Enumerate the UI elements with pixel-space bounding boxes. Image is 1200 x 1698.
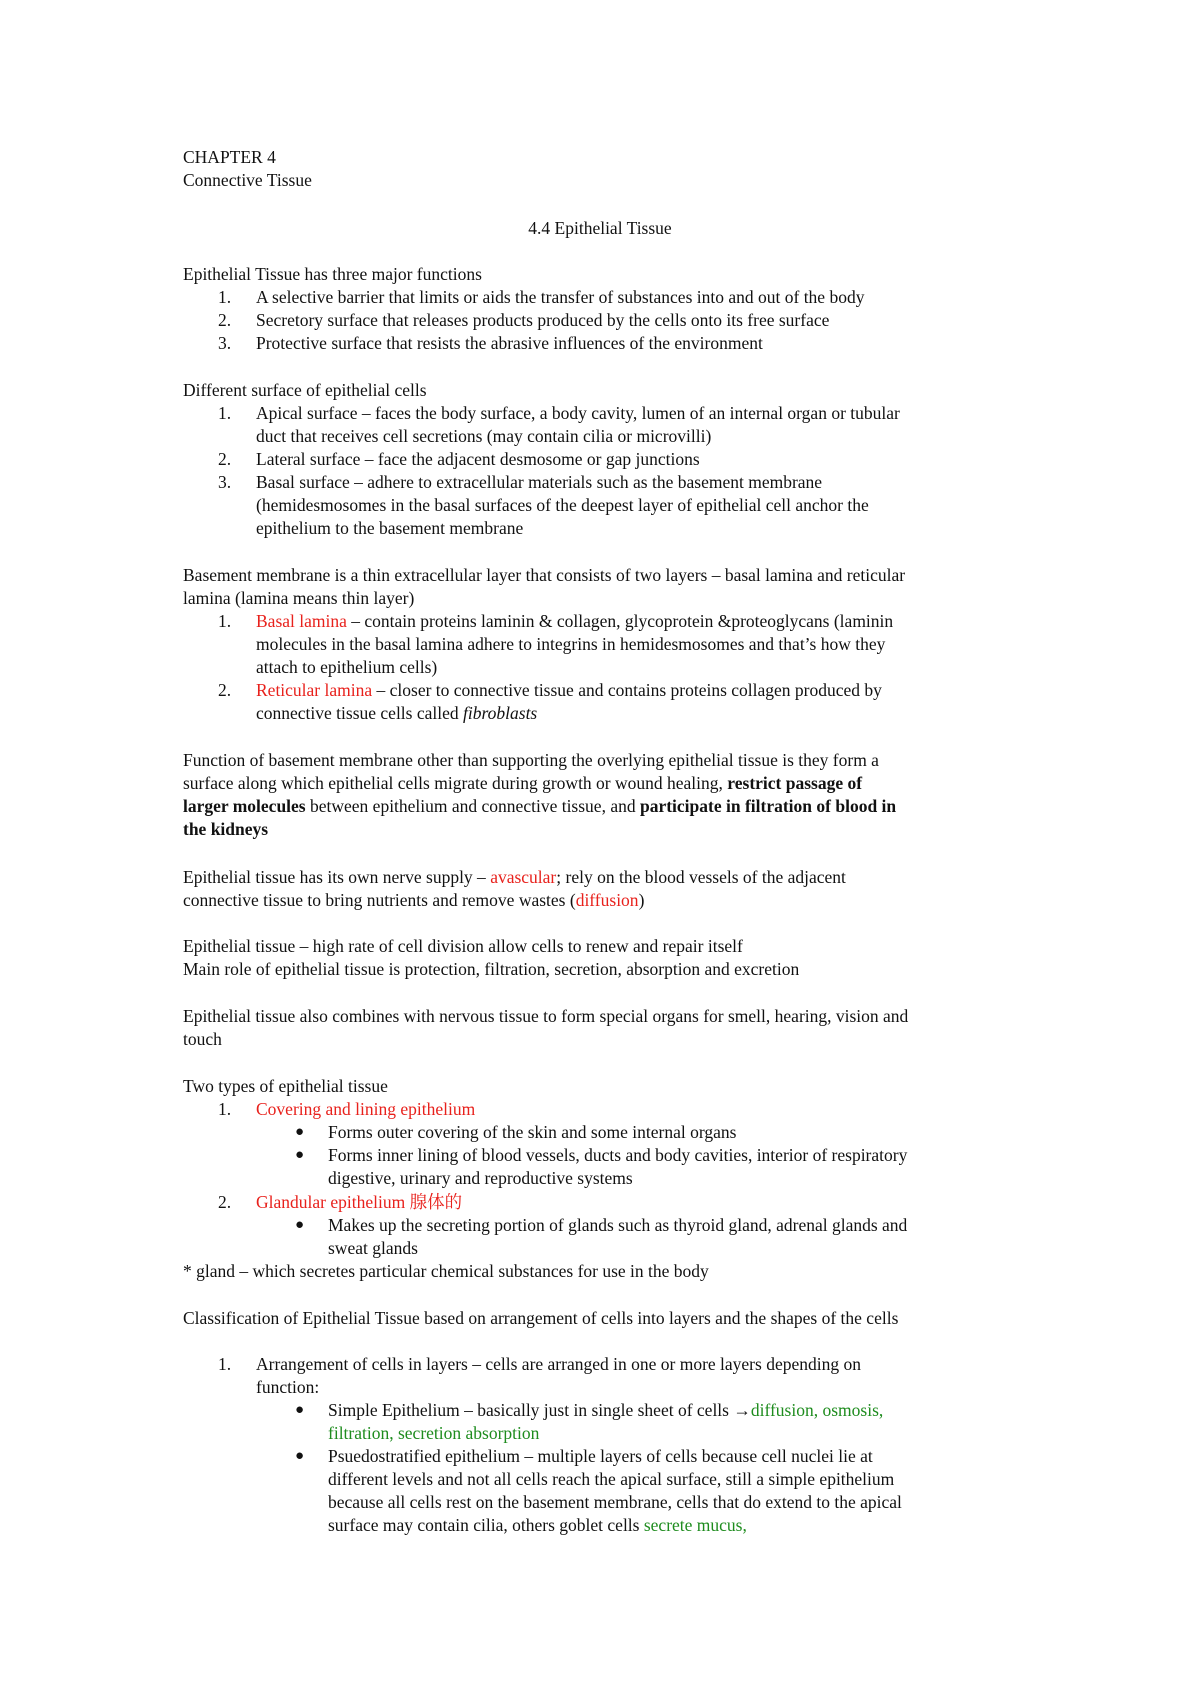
paragraph-line: Function of basement membrane other than supporting the overlying epithelial tissue is they form a — [183, 750, 879, 770]
arrow-icon: → — [733, 1400, 751, 1420]
bullet-item-continuation: different levels and not all cells reach the apical surface, still a simple epithelium — [328, 1469, 895, 1489]
list-item: Secretory surface that releases products produced by the cells onto its free surface — [256, 310, 830, 330]
bullet-item-continuation — [328, 1514, 747, 1536]
list-item-continuation: attach to epithelium cells) — [256, 657, 438, 677]
list-item: Basal surface – adhere to extracellular materials such as the basement membrane — [256, 472, 823, 492]
bullet-item — [328, 1399, 883, 1421]
list-number: 3. — [218, 333, 232, 353]
list-number: 2. — [218, 449, 232, 469]
bullet-item-continuation: sweat glands — [328, 1238, 418, 1258]
gland-note: * gland – which secretes particular chemical substances for use in the body — [183, 1261, 709, 1281]
paragraph-line — [183, 818, 268, 840]
chapter-heading: CHAPTER 4 — [183, 147, 276, 167]
list-number: 1. — [218, 403, 232, 423]
list-item: A selective barrier that limits or aids the transfer of substances into and out of the body — [256, 287, 865, 307]
paragraph-line: Epithelial tissue – high rate of cell division allow cells to renew and repair itself — [183, 936, 743, 956]
paragraph-text: connective tissue to bring nutrients and remove wastes ( — [183, 890, 576, 910]
list-number: 1. — [218, 611, 232, 631]
functions-intro: Epithelial Tissue has three major functions — [183, 264, 482, 284]
covering-epithelium-term: Covering and lining epithelium — [256, 1099, 476, 1119]
list-number: 2. — [218, 1192, 232, 1212]
bullet-text: Simple Epithelium – basically just in single sheet of cells — [328, 1400, 734, 1420]
list-item-continuation: duct that receives cell secretions (may contain cilia or microvilli) — [256, 426, 712, 446]
glandular-epithelium-term: Glandular epithelium 腺体的 — [256, 1192, 463, 1212]
surfaces-intro: Different surface of epithelial cells — [183, 380, 427, 400]
list-item: Arrangement of cells in layers – cells are arranged in one or more layers depending on — [256, 1354, 861, 1374]
list-item-continuation: molecules in the basal lamina adhere to integrins in hemidesmosomes and that’s how they — [256, 634, 886, 654]
bullet-item-continuation: because all cells rest on the basement membrane, cells that do extend to the apical — [328, 1492, 902, 1512]
bullet-item: Forms outer covering of the skin and some internal organs — [328, 1122, 737, 1142]
bullet-item: Psuedostratified epithelium – multiple layers of cells because cell nuclei lie at — [328, 1446, 873, 1466]
bullet-icon: ● — [295, 1147, 305, 1163]
paragraph-text: surface along which epithelial cells migrate during growth or wound healing, — [183, 773, 728, 793]
paragraph-line: Main role of epithelial tissue is protection, filtration, secretion, absorption and excretion — [183, 959, 800, 979]
bullet-text: surface may contain cilia, others goblet cells — [328, 1515, 644, 1535]
list-item: Lateral surface – face the adjacent desmosome or gap junctions — [256, 449, 700, 469]
list-item-text: connective tissue cells called — [256, 703, 464, 723]
bullet-icon: ● — [295, 1124, 305, 1140]
paragraph-text: ; rely on the blood vessels of the adjacent — [556, 867, 846, 887]
list-number: 2. — [218, 310, 232, 330]
avascular-term: avascular — [490, 867, 557, 887]
secrete-mucus-text: secrete mucus, — [643, 1515, 747, 1535]
paragraph-text: ) — [638, 890, 645, 910]
list-item: Protective surface that resists the abrasive influences of the environment — [256, 333, 763, 353]
paragraph-line: lamina (lamina means thin layer) — [183, 588, 415, 608]
simple-functions-text: diffusion, osmosis, — [750, 1400, 884, 1420]
bold-phrase: larger molecules — [183, 796, 306, 816]
list-item — [256, 610, 893, 632]
list-number: 1. — [218, 1354, 232, 1374]
list-item-text: – closer to connective tissue and contains proteins collagen produced by — [372, 680, 882, 700]
paragraph-line — [183, 889, 644, 911]
chapter-subtitle: Connective Tissue — [183, 170, 312, 190]
bullet-item: Makes up the secreting portion of glands such as thyroid gland, adrenal glands and — [328, 1215, 908, 1235]
diffusion-term: diffusion — [575, 890, 639, 910]
list-item: Apical surface – faces the body surface, a body cavity, lumen of an internal organ or tubular — [256, 403, 900, 423]
classification-intro: Classification of Epithelial Tissue based on arrangement of cells into layers and the shapes of the cells — [183, 1308, 899, 1328]
paragraph-line — [183, 795, 896, 817]
paragraph-line: Epithelial tissue also combines with nervous tissue to form special organs for smell, hearing, vision and — [183, 1006, 909, 1026]
paragraph-line: Basement membrane is a thin extracellular layer that consists of two layers – basal lamina and reticular — [183, 565, 906, 585]
bullet-item-continuation: digestive, urinary and reproductive systems — [328, 1168, 633, 1188]
reticular-lamina-term: Reticular lamina — [256, 680, 373, 700]
paragraph-text: between epithelium and connective tissue, and — [305, 796, 640, 816]
list-item-continuation — [256, 702, 537, 724]
list-number: 1. — [218, 287, 232, 307]
list-item-continuation: function: — [256, 1377, 320, 1397]
paragraph-line: touch — [183, 1029, 222, 1049]
bullet-icon: ● — [295, 1217, 305, 1233]
bullet-icon: ● — [295, 1402, 305, 1418]
bullet-icon: ● — [295, 1448, 305, 1464]
list-item-continuation: epithelium to the basement membrane — [256, 518, 524, 538]
paragraph-line — [183, 772, 862, 794]
types-intro: Two types of epithelial tissue — [183, 1076, 388, 1096]
list-item-text: – contain proteins laminin & collagen, glycoprotein &proteoglycans (laminin — [346, 611, 894, 631]
fibroblasts-term: fibroblasts — [463, 703, 538, 723]
bold-phrase: restrict passage of — [727, 773, 863, 793]
bullet-item: Forms inner lining of blood vessels, ducts and body cavities, interior of respiratory — [328, 1145, 908, 1165]
list-number: 2. — [218, 680, 232, 700]
list-item-continuation: (hemidesmosomes in the basal surfaces of the deepest layer of epithelial cell anchor the — [256, 495, 869, 515]
list-number: 1. — [218, 1099, 232, 1119]
list-item — [256, 679, 882, 701]
bold-phrase: the kidneys — [183, 819, 269, 839]
paragraph-line — [183, 866, 846, 888]
list-number: 3. — [218, 472, 232, 492]
simple-functions-text: filtration, secretion absorption — [328, 1423, 540, 1443]
basal-lamina-term: Basal lamina — [256, 611, 347, 631]
bold-phrase: participate in filtration of blood in — [639, 796, 897, 816]
paragraph-text: Epithelial tissue has its own nerve supply – — [183, 867, 491, 887]
section-title: 4.4 Epithelial Tissue — [528, 218, 672, 238]
